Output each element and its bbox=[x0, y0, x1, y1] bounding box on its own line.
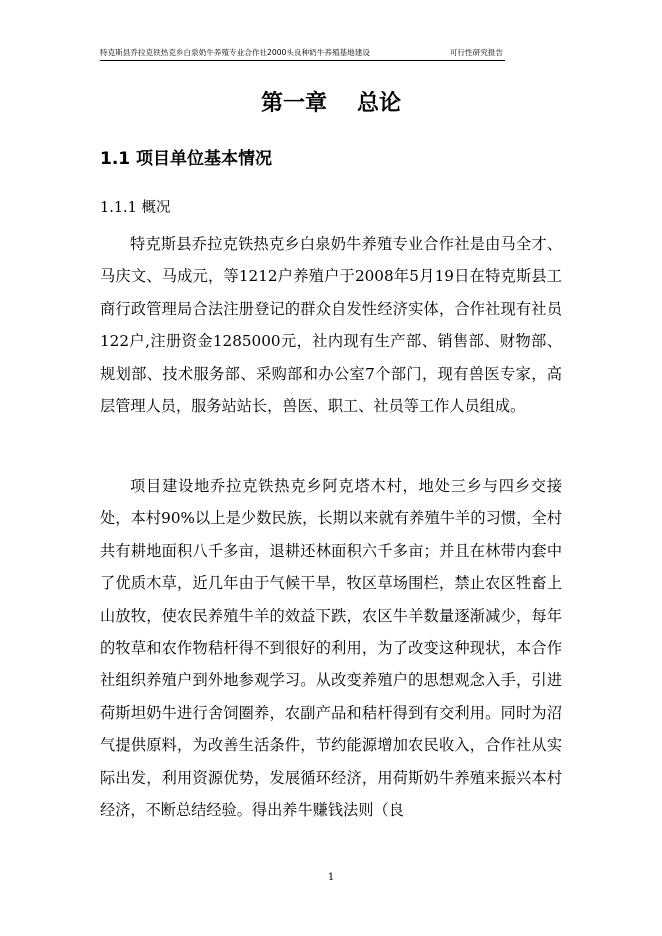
page-number: 1 bbox=[327, 872, 335, 883]
header-report-type: 可行性研究报告 bbox=[449, 48, 503, 57]
body-paragraph: 特克斯县乔拉克铁热克乡白泉奶牛养殖专业合作社是由马全才、马庆文、马成元，等1212户养殖户于2008年5月19日在特克斯县工商行政管理局合法注册登记的群众自发性经济实体，合作社现有社员122户,注册资金1285000元，社内现有生产部、销售部、财物部、规划部、技术服务部、采购部和办公室7个部门，现有兽医专家，高层管理人员，服务站站长，兽医、职工、社员等工作人员组成。 bbox=[100, 235, 562, 416]
chapter-number: 第一章 bbox=[260, 90, 327, 116]
section-heading: 1.1 项目单位基本情况 bbox=[100, 149, 273, 169]
chapter-heading bbox=[0, 88, 662, 118]
running-header bbox=[100, 46, 505, 61]
body-paragraph: 项目建设地乔拉克铁热克乡阿克塔木村，地处三乡与四乡交接处，本村90%以上是少数民族，长期以来就有养殖牛羊的习惯，全村共有耕地面积八千多亩，退耕还林面积六千多亩；并且在林带内套中了优质木草，近几年由于气候干旱，牧区草场围栏，禁止农区牲畜上山放牧，使农民养殖牛羊的效益下跌，农区牛羊数量逐渐减少，每年的牧草和农作物秸杆得不到很好的利用，为了改变这种现状，本合作社组织养殖户到外地参观学习。从改变养殖户的思想观念入手，引进荷斯坦奶牛进行舍饲圈养，农副产品和秸杆得到有交利用。同时为沼气提供原料，为改善生活条件，节约能源增加农民收入，合作社从实际出发，利用资源优势，发展循环经济，用荷斯奶牛养殖来振兴本村经济，不断总结经验。得出养牛赚钱法则（良 bbox=[100, 477, 562, 820]
chapter-title: 总论 bbox=[357, 90, 402, 116]
header-document-title: 特克斯县乔拉克铁热克乡白泉奶牛养殖专业合作社2000头良种奶牛养殖基地建设 bbox=[100, 48, 370, 57]
subsection-heading: 1.1.1 概况 bbox=[100, 200, 171, 216]
